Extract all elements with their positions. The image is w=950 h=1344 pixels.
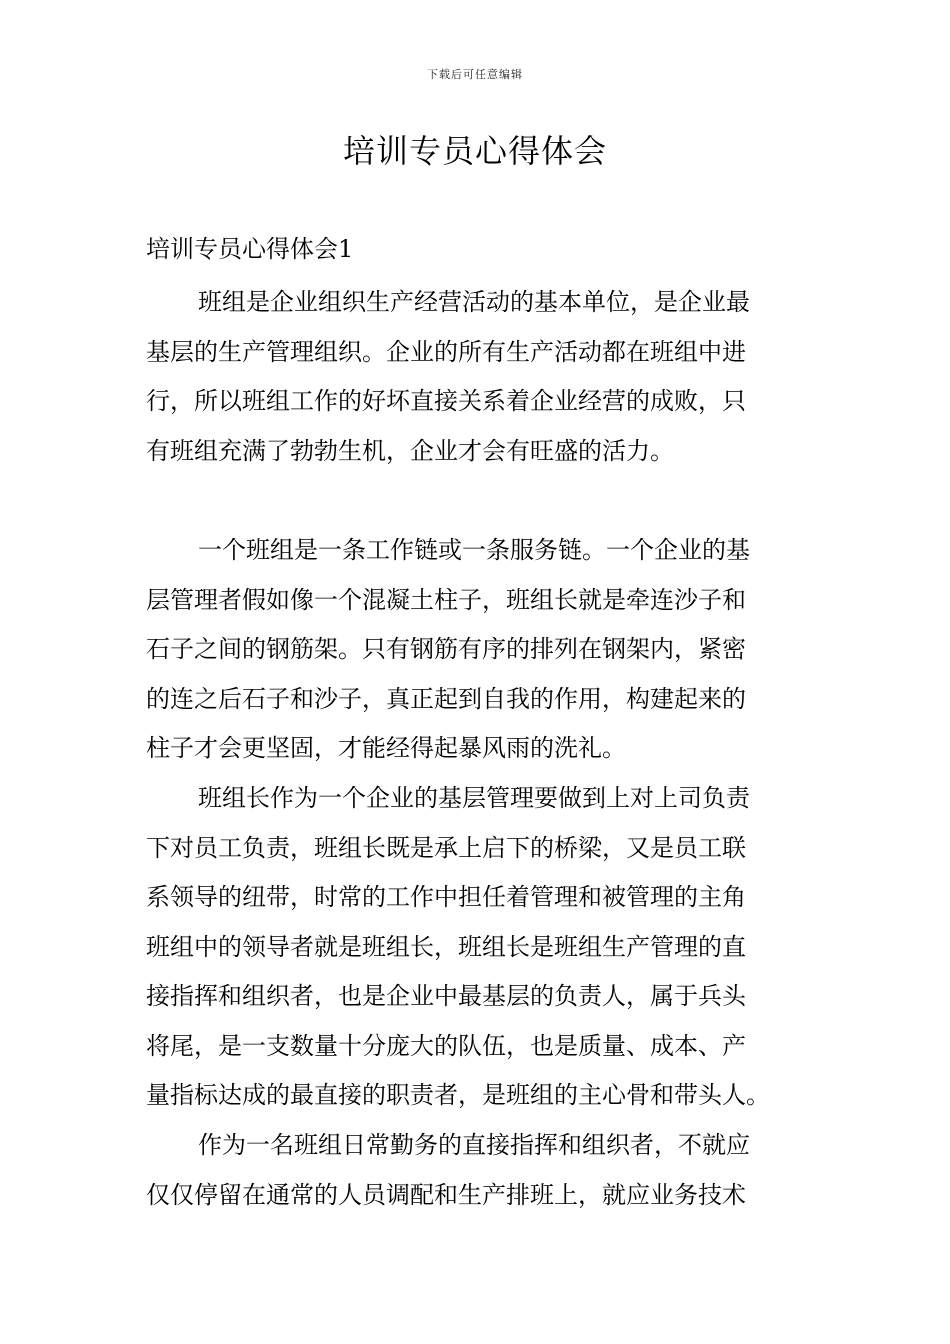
paragraph-3 [146,782,806,1129]
paragraph-line: 的连之后石子和沙子，真正起到自我的作用，构建起来的 [146,684,746,713]
paragraph-line: 基层的生产管理组织。企业的所有生产活动都在班组中进 [146,337,746,366]
paragraph-line: 班组长作为一个企业的基层管理要做到上对上司负责 [198,784,750,812]
section-subheading: 培训专员心得体会1 [146,235,354,263]
paragraph-1 [146,286,806,484]
paragraph-line: 柱子才会更坚固，才能经得起暴风雨的洗礼。 [146,734,626,762]
paragraph-line: 行，所以班组工作的好坏直接关系着企业经营的成败，只 [146,387,746,415]
paragraph-line: 量指标达成的最直接的职责者，是班组的主心骨和带头人。 [146,1081,770,1109]
paragraph-line: 层管理者假如像一个混凝土柱子，班组长就是牵连沙子和 [146,585,746,614]
paragraph-line: 系领导的纽带，时常的工作中担任着管理和被管理的主角 [146,883,746,911]
paragraph-line: 将尾，是一支数量十分庞大的队伍，也是质量、成本、产 [146,1031,746,1060]
paragraph-line: 作为一名班组日常勤务的直接指挥和组织者，不就应 [198,1131,750,1159]
paragraph-2 [146,534,806,782]
paragraph-line: 班组是企业组织生产经营活动的基本单位，是企业最 [198,288,750,316]
paragraph-line: 下对员工负责，班组长既是承上启下的桥梁，又是员工联 [146,833,746,862]
paragraph-line: 接指挥和组织者，也是企业中最基层的负责人，属于兵头 [146,982,746,1010]
paragraph-line: 一个班组是一条工作链或一条服务链。一个企业的基 [198,536,750,564]
document-title: 培训专员心得体会 [342,132,607,170]
header-note: 下载后可任意编辑 [427,68,523,81]
paragraph-4 [146,1129,806,1228]
paragraph-line: 班组中的领导者就是班组长，班组长是班组生产管理的直 [146,932,746,961]
paragraph-line: 仅仅停留在通常的人员调配和生产排班上，就应业务技术 [146,1180,746,1209]
paragraph-line: 有班组充满了勃勃生机，企业才会有旺盛的活力。 [146,436,674,465]
paragraph-line: 石子之间的钢筋架。只有钢筋有序的排列在钢架内，紧密 [146,635,746,663]
